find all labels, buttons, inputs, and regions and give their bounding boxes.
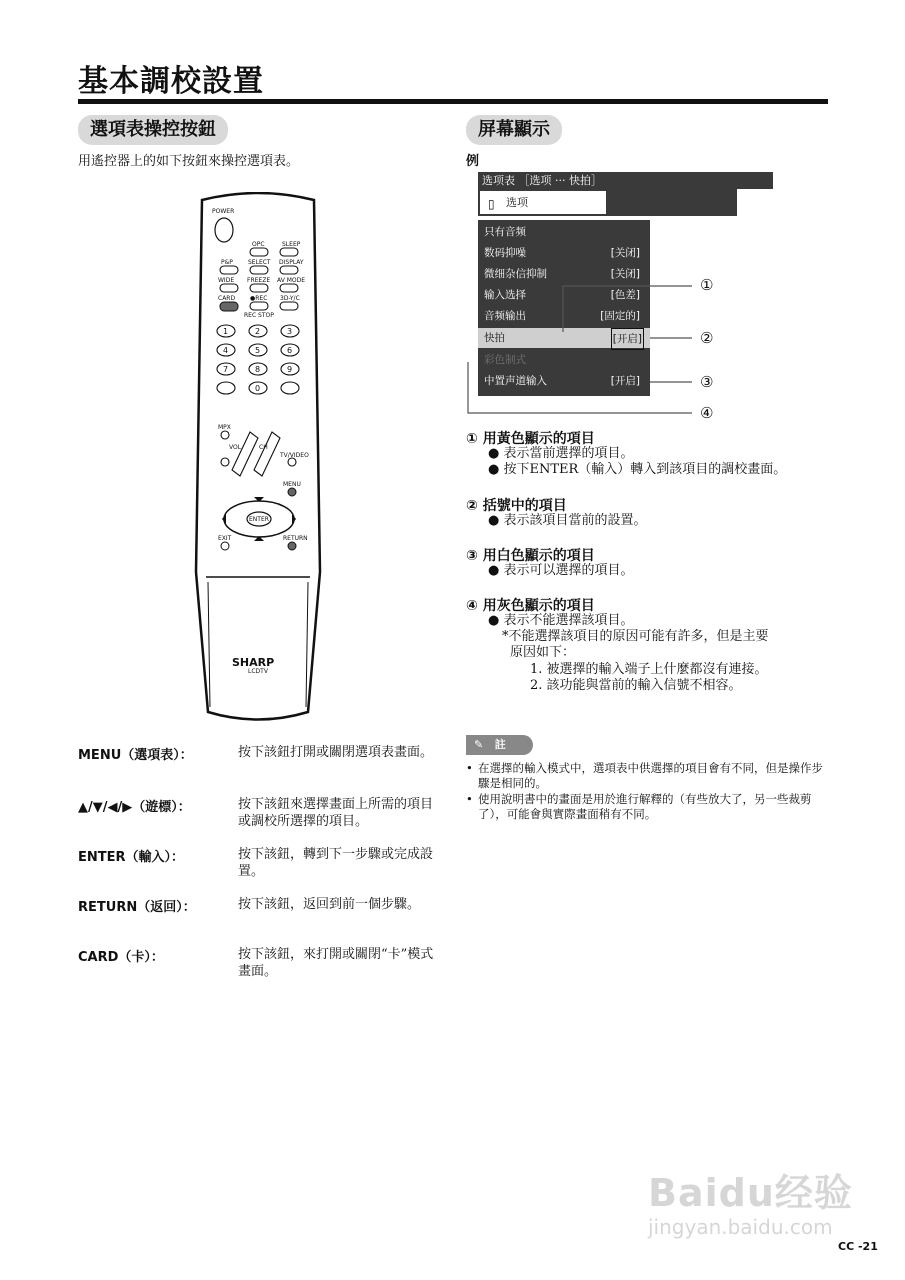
example-label: 例	[466, 154, 480, 169]
av-mode-label: AV MODE	[277, 277, 306, 284]
digit-0: 0	[255, 384, 261, 393]
menu-tab-bar	[607, 189, 737, 216]
tv-video-label: TV/VIDEO	[280, 452, 309, 459]
mpx-label: MPX	[218, 424, 231, 431]
menu-tab-option	[478, 189, 608, 216]
explanation-line: ● 表示不能選擇該項目。	[488, 613, 634, 628]
explanation-title-4: ④ 用灰色顯示的項目	[466, 598, 595, 614]
explanation-title-3: ③ 用白色顯示的項目	[466, 548, 595, 564]
vol-label: VOL	[229, 444, 242, 451]
menu-item: 输入选择 [色差]	[484, 289, 640, 301]
bullet: •	[466, 792, 473, 806]
callout-4: ④	[700, 404, 714, 422]
sleep-label: SLEEP	[282, 241, 301, 248]
digit-7: 7	[223, 365, 229, 374]
button-desc: 按下該鈕來選擇畫面上所需的項目或調校所選擇的項目。	[238, 797, 434, 829]
button-desc: 按下該鈕，返回到前一個步驟。	[238, 897, 421, 912]
button-key: ▲/▼/◀/▶（遊標）：	[78, 800, 191, 815]
button-desc: 按下該鈕打開或關閉選項表畫面。	[238, 745, 434, 760]
note-badge	[466, 735, 533, 755]
menu-item: 音频输出 [固定的]	[484, 310, 640, 322]
callout-3: ③	[700, 373, 714, 391]
explanation-line: *不能選擇該項目的原因可能有許多，但是主要	[502, 629, 769, 644]
menu-item-selected: 快拍 [开启]	[478, 328, 650, 348]
return-label: RETURN	[283, 535, 308, 542]
digit-5: 5	[255, 346, 261, 355]
explanation-line: ● 表示該項目當前的設置。	[488, 513, 647, 528]
3d-yc-label: 3D-Y/C	[280, 295, 300, 302]
watermark-logo: Baidu经验	[648, 1171, 853, 1215]
callout-lines	[460, 270, 720, 430]
menu-tab-label: 选项	[506, 196, 528, 209]
explanation-line: ● 表示可以選擇的項目。	[488, 563, 634, 578]
watermark-url: jingyan.baidu.com	[648, 1215, 833, 1239]
menu-item: 数码抑噪 [关闭]	[484, 247, 640, 259]
button-desc: 按下該鈕，轉到下一步驟或完成設置。	[238, 847, 434, 879]
model-label: LCDTV	[248, 668, 268, 675]
button-key: ENTER（輸入）：	[78, 850, 185, 865]
explanation-line: 2. 該功能與當前的輸入信號不相容。	[530, 678, 742, 693]
digit-9: 9	[287, 365, 293, 374]
remote-icon: ▯	[488, 197, 495, 211]
menu-top-bar: 选项表 ［选项 ··· 快拍］	[478, 172, 773, 189]
menu-item-disabled: 彩色制式	[484, 354, 526, 366]
wide-label: WIDE	[218, 277, 235, 284]
explanation-line: 原因如下：	[510, 645, 576, 660]
menu-item: 微细杂信抑制 [关闭]	[484, 268, 640, 280]
section-heading-screen: 屏幕顯示	[466, 115, 562, 145]
digit-3: 3	[287, 327, 293, 336]
exit-label: EXIT	[218, 535, 232, 542]
note-label: 註	[494, 738, 506, 751]
rec-stop-label: REC STOP	[244, 312, 274, 319]
card-label: CARD	[218, 295, 236, 302]
pp-label: P&P	[221, 259, 233, 266]
menu-item: 只有音频	[484, 226, 526, 238]
note-item-2: • 使用說明書中的畫面是用於進行解釋的（有些放大了，另一些裁剪了），可能會與實際畫面稍有不同。	[466, 792, 812, 821]
explanation-line: ● 按下ENTER（輸入）轉入到該項目的調校畫面。	[488, 462, 787, 477]
explanation-title-1: ① 用黃色顯示的項目	[466, 431, 595, 447]
menu-item: 中置声道输入 [开启]	[484, 375, 640, 387]
callout-2: ②	[700, 329, 714, 347]
enter-label: ENTER	[249, 516, 269, 523]
select-label: SELECT	[248, 259, 271, 266]
explanation-line: ● 表示當前選擇的項目。	[488, 446, 634, 461]
button-desc: 按下該鈕，來打開或關閉“卡”模式畫面。	[238, 947, 434, 979]
button-key: MENU（選項表）：	[78, 748, 193, 763]
page-number: CC -21	[838, 1240, 878, 1253]
digit-2: 2	[255, 327, 261, 336]
button-key: CARD（卡）：	[78, 950, 164, 965]
menu-label: MENU	[283, 481, 301, 488]
pencil-icon: ✎	[474, 738, 484, 751]
digit-1: 1	[223, 327, 229, 336]
button-key: RETURN（返回）：	[78, 900, 196, 915]
section-heading-buttons: 選項表操控按鈕	[78, 115, 228, 145]
note-item-1: • 在選擇的輸入模式中，選項表中供選擇的項目會有不同，但是操作步驟是相同的。	[466, 761, 823, 790]
digit-8: 8	[255, 365, 261, 374]
freeze-label: FREEZE	[247, 277, 271, 284]
digit-6: 6	[287, 346, 293, 355]
callout-1: ①	[700, 276, 714, 294]
power-label: POWER	[212, 208, 235, 215]
explanation-title-2: ② 括號中的項目	[466, 498, 567, 514]
display-label: DISPLAY	[279, 259, 304, 266]
page-title: 基本調校設置	[78, 64, 264, 99]
brand-logo: SHARP	[232, 656, 275, 669]
bullet: •	[466, 761, 473, 775]
title-rule	[78, 99, 828, 104]
rec-label: ●REC	[250, 295, 268, 302]
ch-label: CH	[259, 444, 268, 451]
buttons-intro: 用遙控器上的如下按鈕來操控選項表。	[78, 154, 300, 169]
opc-label: OPC	[252, 241, 265, 248]
digit-4: 4	[223, 346, 229, 355]
explanation-line: 1. 被選擇的輸入端子上什麼都沒有連接。	[530, 662, 768, 677]
